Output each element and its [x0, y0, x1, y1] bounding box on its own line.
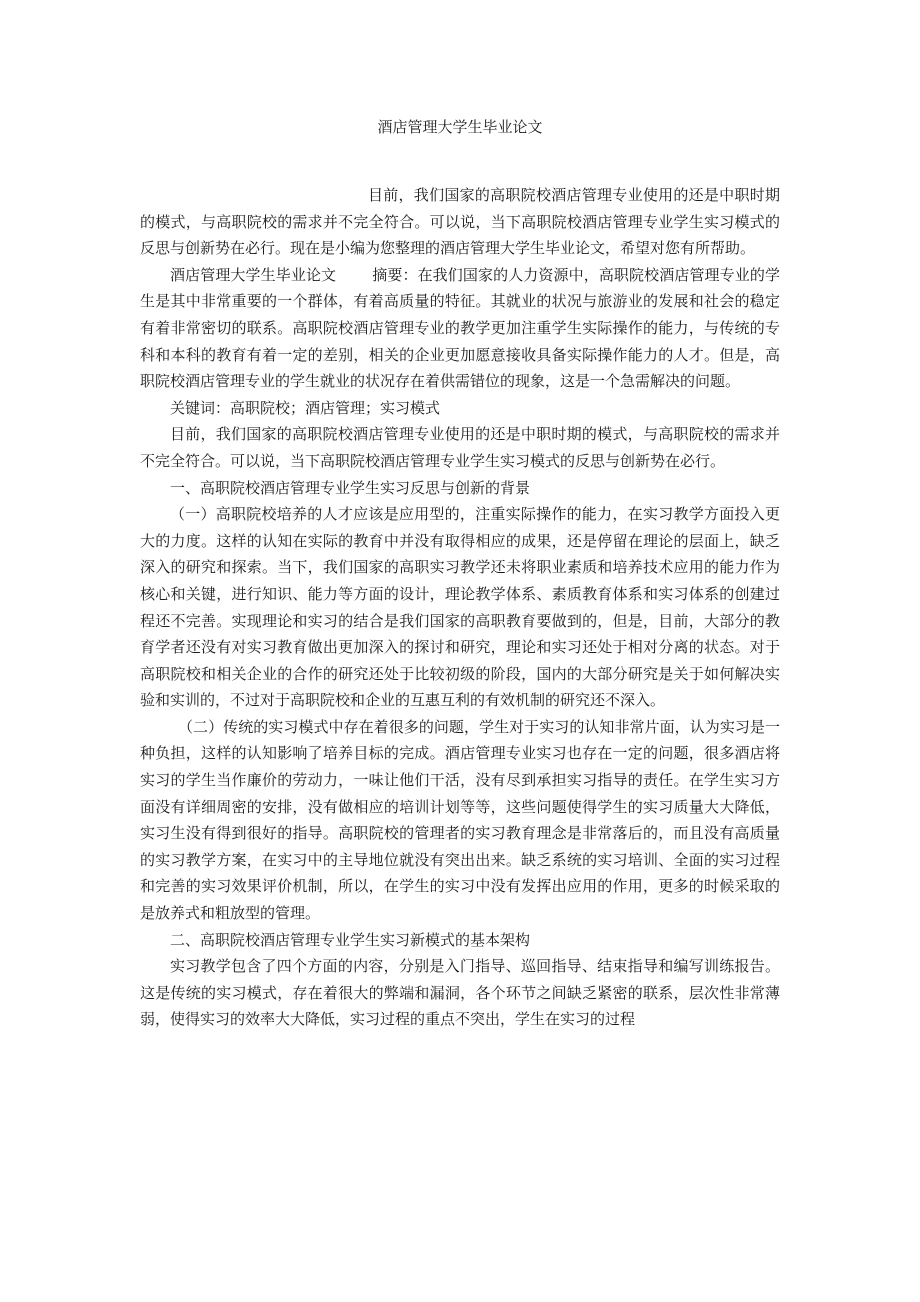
subsection-paragraph-1: （一）高职院校培养的人才应该是应用型的，注重实际操作的能力，在实习教学方面投入更大的力度。这样的认知在实际的教育中并没有取得相应的成果，还是停留在理论的层面上，缺乏深入的研究和探索。当下，我们国家的高职实习教学还未将职业素质和培养技术应用的能力作为核心和关键，进行知识、能力等方面的设计，理论教学体系、素质教育体系和实习体系的创建过程还不完善。实现理论和实习的结合是我们国家的高职教育要做到的，但是，目前，大部分的教育学者还没有对实习教育做出更加深入的探讨和研究，理论和实习还处于相对分离的状态。对于高职院校和相关企业的合作的研究还处于比较初级的阶段，国内的大部分研究是关于如何解决实验和实训的，不过对于高职院校和企业的互惠互利的有效机制的研究还不深入。 [140, 505, 780, 710]
intro-paragraph: 目前，我们国家的高职院校酒店管理专业使用的还是中职时期的模式，与高职院校的需求并不完全符合。可以说，当下高职院校酒店管理专业学生实习模式的反思与创新势在必行。现在是小编为您整理的酒店管理大学生毕业论文，希望对您有所帮助。 [140, 186, 780, 258]
document-body [140, 182, 780, 1033]
body-paragraph-2: 实习教学包含了四个方面的内容，分别是入门指导、巡回指导、结束指导和编写训练报告。这是传统的实习模式，存在着很大的弊端和漏洞，各个环节之间缺乏紧密的联系，层次性非常薄弱，使得实习的效率大大降低，实习过程的重点不突出，学生在实习的过程 [140, 957, 780, 1029]
section-heading-2: 二、高职院校酒店管理专业学生实习新模式的基本架构 [170, 930, 531, 949]
keywords-paragraph: 关键词：高职院校；酒店管理；实习模式 [170, 398, 441, 417]
abstract-label: 酒店管理大学生毕业论文 [170, 265, 337, 284]
subsection-paragraph-2: （二）传统的实习模式中存在着很多的问题，学生对于实习的认知非常片面，认为实习是一种负担，这样的认知影响了培养目标的完成。酒店管理专业实习也存在一定的问题，很多酒店将实习的学生当作廉价的劳动力，一味让他们干活，没有尽到承担实习指导的责任。在学生实习方面没有详细周密的安排，没有做相应的培训计划等等，这些问题使得学生的实习质量大大降低，实习生没有得到很好的指导。高职院校的管理者的实习教育理念是非常落后的，而且没有高质量的实习教学方案，在实习中的主导地位就没有突出出来。缺乏系统的实习培训、全面的实习过程和完善的实习效果评价机制，所以，在学生的实习中没有发挥出应用的作用，更多的时候采取的是放养式和粗放型的管理。 [140, 717, 780, 923]
abstract-paragraph [140, 262, 780, 395]
body-paragraph-1: 目前，我们国家的高职院校酒店管理专业使用的还是中职时期的模式，与高职院校的需求并不完全符合。可以说，当下高职院校酒店管理专业学生实习模式的反思与创新势在必行。 [140, 425, 780, 470]
abstract-text: 摘要：在我们国家的人力资源中，高职院校酒店管理专业的学生是其中非常重要的一个群体，有着高质量的特征。其就业的状况与旅游业的发展和社会的稳定有着非常密切的联系。高职院校酒店管理专业的教学更加注重学生实际操作的能力，与传统的专科和本科的教育有着一定的差别，相关的企业更加愿意接收具备实际操作能力的人才。但是，高职院校酒店管理专业的学生就业的状况存在着供需错位的现象，这是一个急需解决的问题。 [140, 265, 780, 391]
document-title: 酒店管理大学生毕业论文 [377, 118, 543, 136]
section-heading-1: 一、高职院校酒店管理专业学生实习反思与创新的背景 [170, 478, 531, 497]
